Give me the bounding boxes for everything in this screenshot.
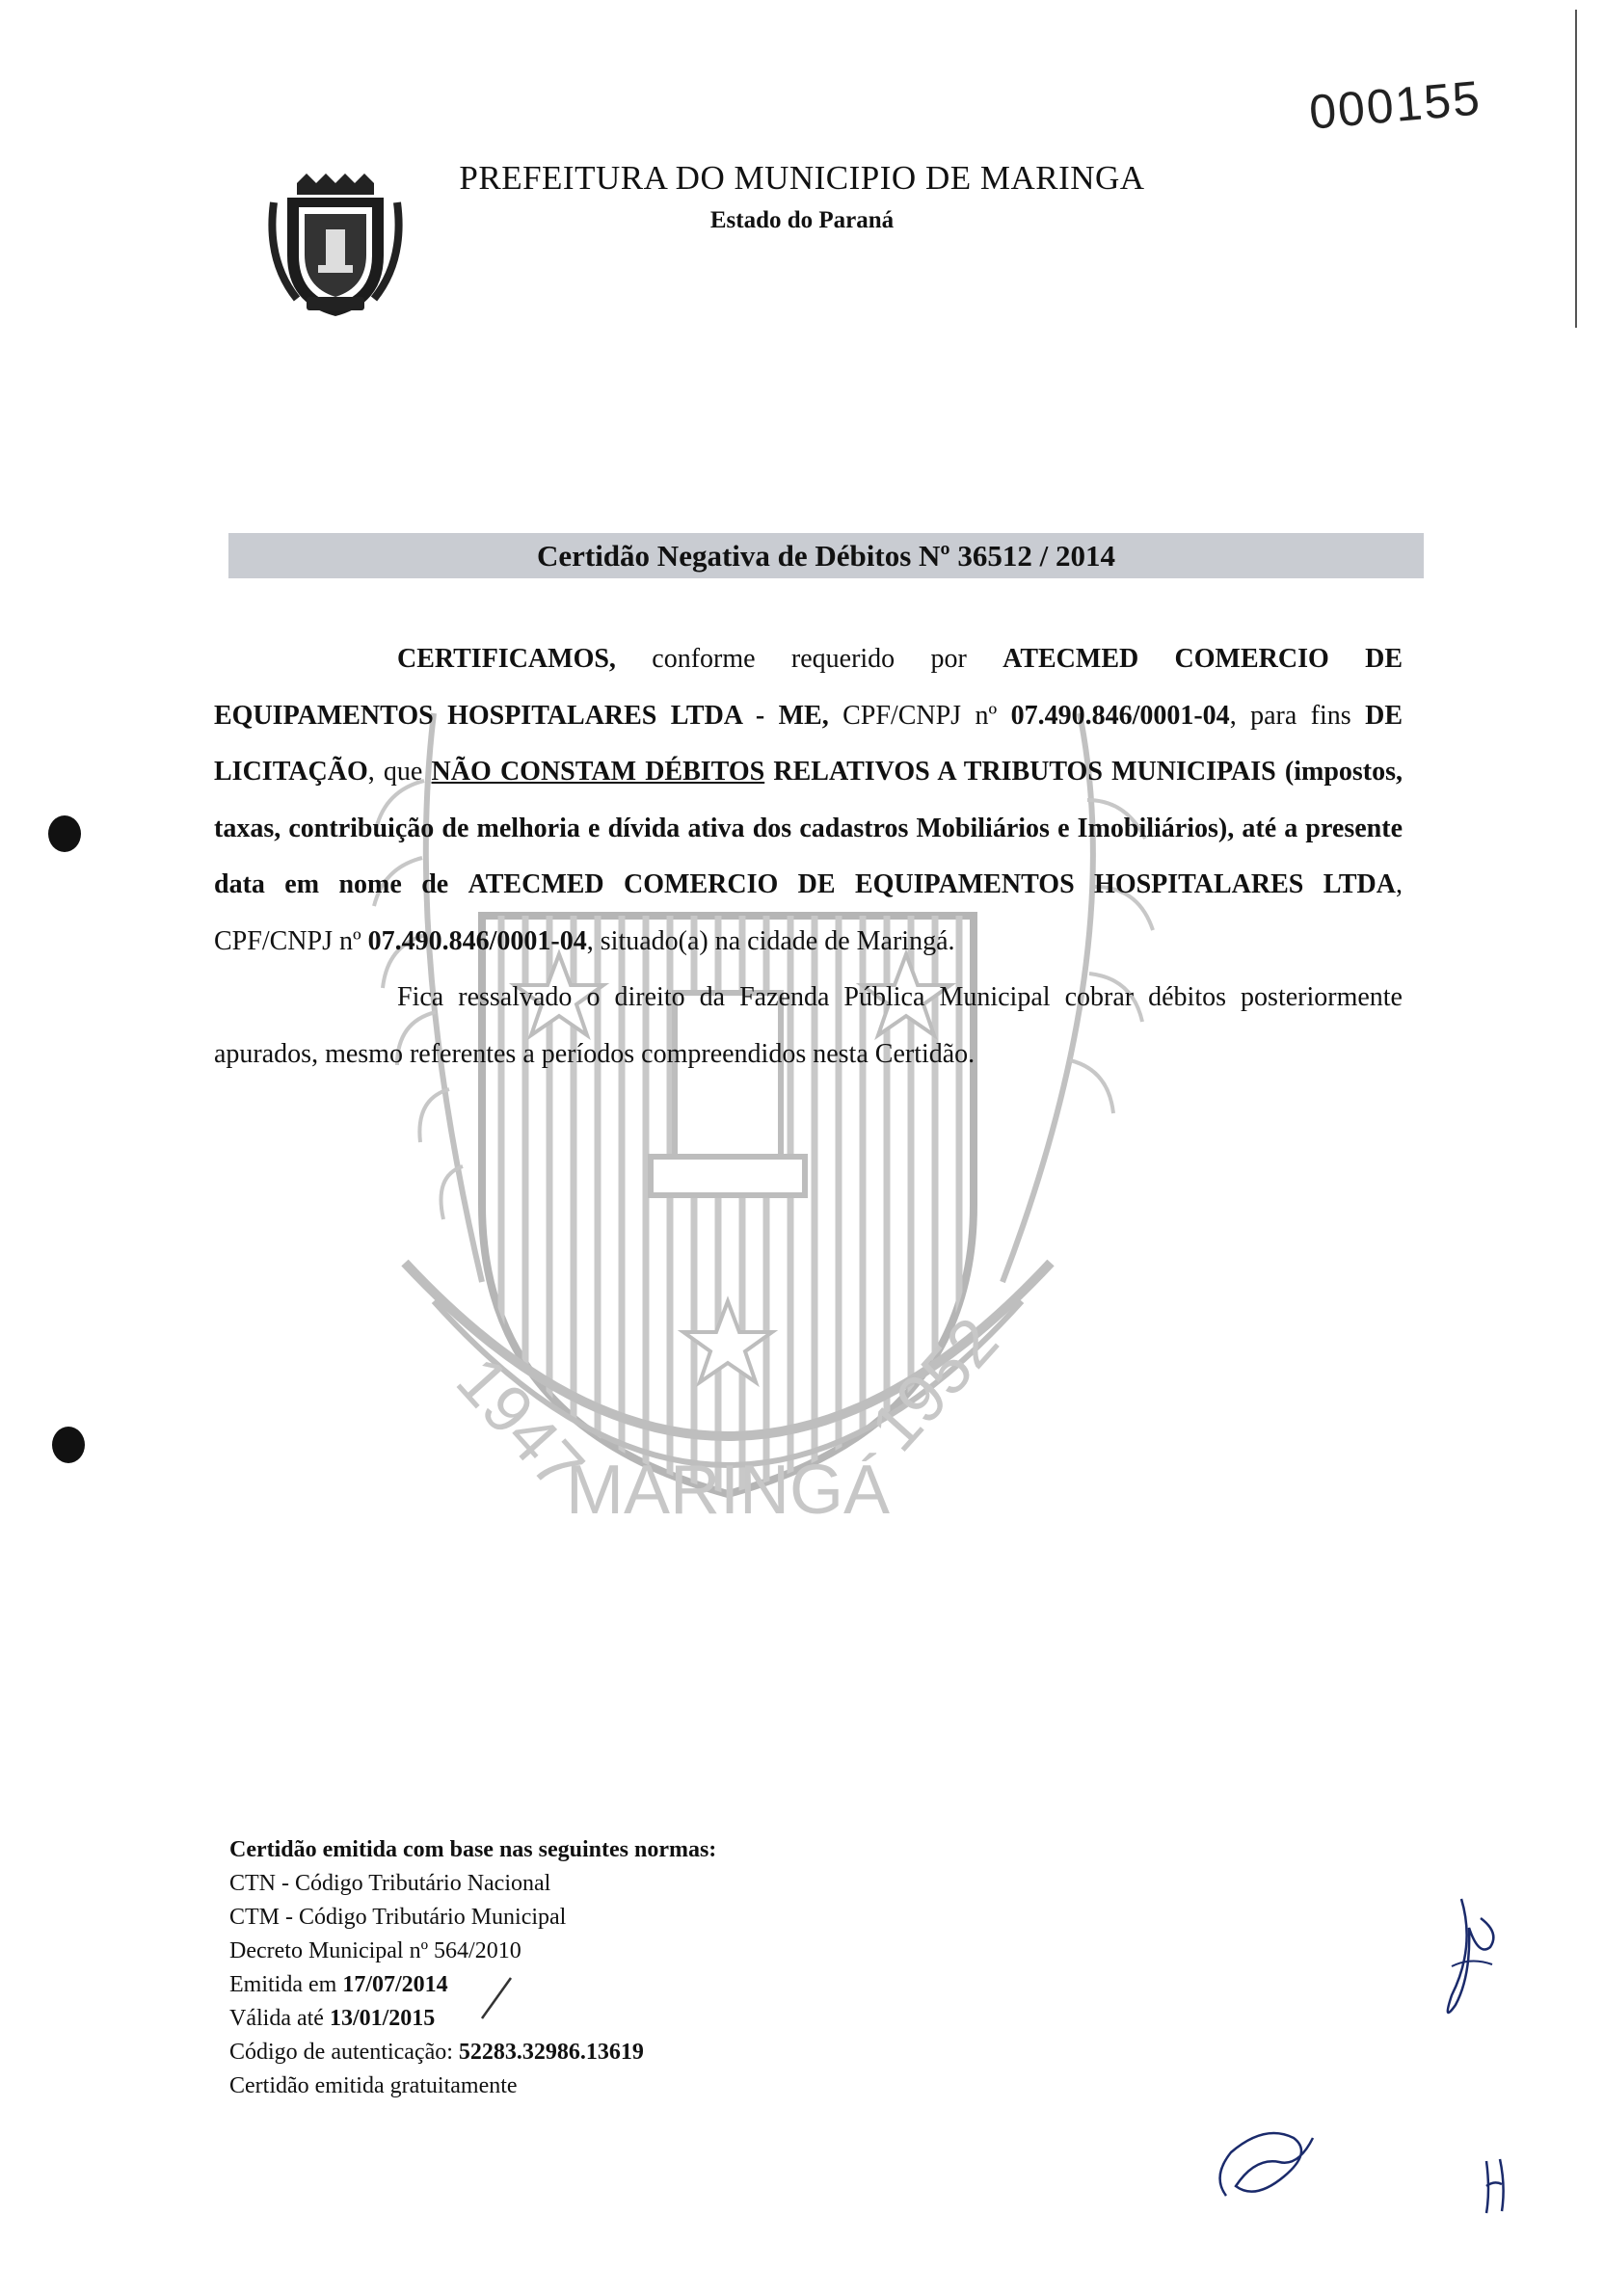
punch-hole [48,815,81,852]
no-debts-statement: NÃO CONSTAM DÉBITOS [431,757,765,787]
handwritten-initials [1207,2119,1323,2210]
certificate-body [214,631,1403,1082]
certificate-paragraph-2: Fica ressalvado o direito da Fazenda Pública Municipal cobrar débitos posteriormente apurados, mesmo referentes a períodos compreendidos nesta Certidão. [214,982,1403,1069]
page-stamp-number: 000155 [1306,70,1484,140]
header-subtitle: Estado do Paraná [709,207,895,233]
issued-date: 17/07/2014 [342,1972,448,1997]
footer-norm: CTM - Código Tributário Municipal [229,1905,567,1930]
requester-name: ATECMED COMERCIO DE EQUIPAMENTOS HOSPITALARES LTDA - ME, [214,644,1403,731]
requester-cnpj: 07.490.846/0001-04 [1010,700,1230,731]
body-text-run: , CPF/CNPJ nº [214,869,1403,956]
valid-label: Válida até [229,2006,330,2031]
body-text-run: , situado(a) na cidade de Maringá. [586,925,955,956]
handwritten-tick-mark [478,1974,517,2027]
issued-label: Emitida em [229,1972,343,1997]
watermark-city: MARINGÁ [565,1452,891,1529]
valid-date: 13/01/2015 [329,2006,436,2031]
body-text-run [764,757,773,787]
watermark-year-left: 1947 [441,1342,600,1505]
header-title: PREFEITURA DO MUNICIPIO DE MARINGA [459,159,1145,197]
certificate-title-bar [228,533,1424,578]
auth-code-line [229,2036,716,2069]
certificate-paragraph-1 [214,631,1403,970]
body-text-run: , que [367,757,432,787]
body-text-run: conforme requerido por [615,644,1003,674]
purpose: DE LICITAÇÃO [214,700,1403,787]
valid-date-line [229,2002,716,2036]
body-text-run [448,869,468,899]
footer-heading: Certidão emitida com base nas seguintes normas: [229,1837,717,1862]
auth-code: 52283.32986.13619 [458,2040,644,2065]
body-text-run: , para fins [1229,700,1366,731]
auth-label: Código de autenticação: [229,2040,459,2065]
certify-word: CERTIFICAMOS, [397,644,616,674]
handwritten-page-mark [1477,2151,1515,2224]
issued-date-line [229,1968,716,2002]
watermark-year-right: 1952 [856,1303,1013,1466]
certificate-footer [229,1833,716,2103]
tax-scope: RELATIVOS A TRIBUTOS MUNICIPAIS (impostos, taxas, contribuição de melhoria e dívida ativa dos cadastros Mobiliários e Imobiliários), até a presente data em nome de [214,757,1404,899]
holder-name: ATECMED COMERCIO DE EQUIPAMENTOS HOSPITALARES LTDA [468,869,1396,899]
punch-hole [52,1427,85,1463]
body-text-run: CPF/CNPJ nº [828,700,1011,731]
free-issue-note: Certidão emitida gratuitamente [229,2073,518,2098]
footer-norm: Decreto Municipal nº 564/2010 [229,1938,521,1963]
handwritten-signature [1423,1889,1510,2039]
holder-cnpj: 07.490.846/0001-04 [367,925,587,956]
certificate-title: Certidão Negativa de Débitos Nº 36512 / 2014 [536,538,1116,573]
footer-norm: CTN - Código Tributário Nacional [229,1871,551,1896]
